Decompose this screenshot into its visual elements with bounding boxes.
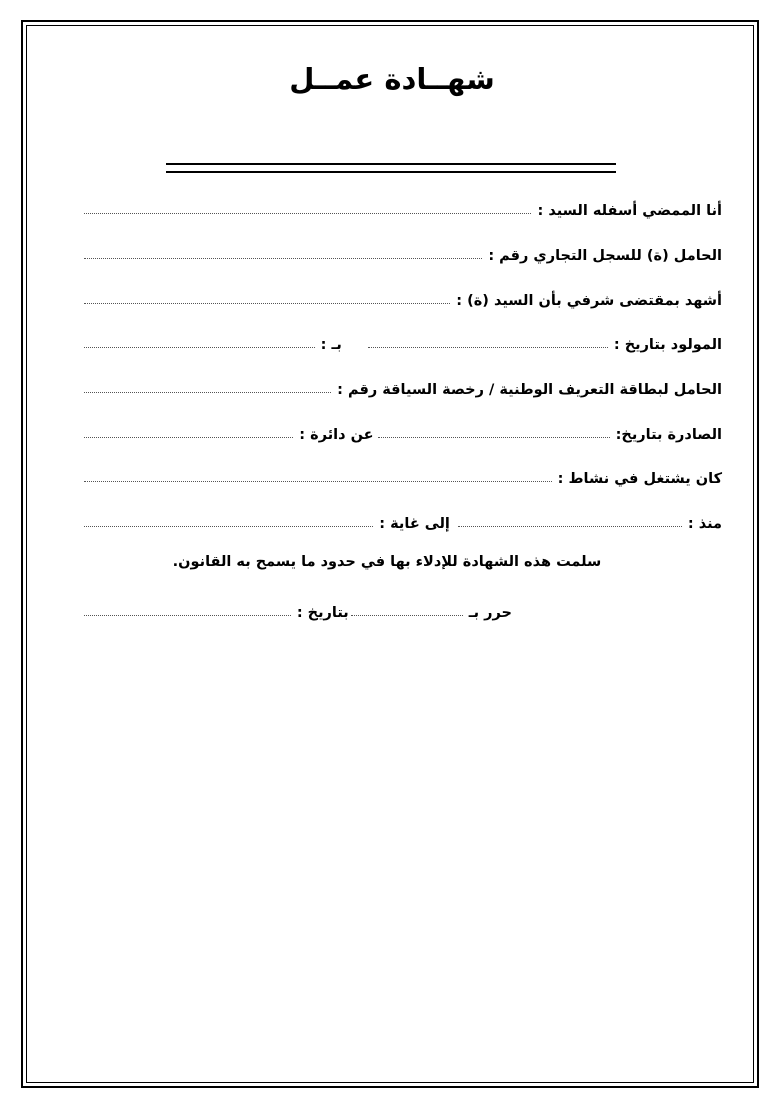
born-on-label: المولود بتاريخ : (613, 337, 722, 353)
legal-statement: سلمت هذه الشهادة للإدلاء بها في حدود ما يسمح به القانون. (172, 554, 602, 570)
activity-row (84, 463, 722, 487)
testify-blank[interactable] (84, 303, 450, 304)
register-label: الحامل (ة) للسجل التجاري رقم : (488, 248, 722, 264)
born-at-blank[interactable] (84, 347, 315, 348)
issued-by-blank[interactable] (84, 437, 293, 438)
register-blank[interactable] (84, 258, 482, 259)
since-blank[interactable] (458, 526, 682, 527)
born-on-blank[interactable] (368, 347, 608, 348)
title-underline-top (166, 163, 616, 165)
period-row (84, 508, 722, 532)
born-at-label: بـ : (320, 337, 342, 353)
issued-row (84, 419, 722, 443)
issued-by-label: عن دائرة : (299, 427, 374, 443)
written-at-label: حرر بـ (468, 605, 512, 621)
issued-on-label: الصادرة بتاريخ: (615, 427, 722, 443)
until-label: إلى غاية : (379, 516, 450, 532)
until-blank[interactable] (84, 526, 373, 527)
activity-blank[interactable] (84, 481, 552, 482)
since-label: منذ : (687, 516, 722, 532)
footer-row (84, 597, 512, 621)
testify-label: أشهد بمقتضى شرفي بأن السيد (ة) : (456, 293, 722, 309)
register-row (84, 240, 722, 264)
id-card-label: الحامل لبطاقة التعريف الوطنية / رخصة السياقة رقم : (337, 382, 722, 398)
footer-date-label: بتاريخ : (296, 605, 349, 621)
activity-label: كان يشتغل في نشاط : (557, 471, 722, 487)
written-at-blank[interactable] (351, 615, 463, 616)
id-card-row (84, 374, 722, 398)
signer-row (84, 195, 722, 219)
signer-blank[interactable] (84, 213, 531, 214)
document-title: شهــادة عمــل (289, 62, 495, 96)
issued-on-blank[interactable] (378, 437, 610, 438)
birth-row (84, 329, 722, 353)
id-card-blank[interactable] (84, 392, 331, 393)
signer-label: أنا الممضي أسفله السيد : (537, 203, 722, 219)
testify-row (84, 285, 722, 309)
footer-date-blank[interactable] (84, 615, 291, 616)
title-underline-bottom (166, 171, 616, 173)
